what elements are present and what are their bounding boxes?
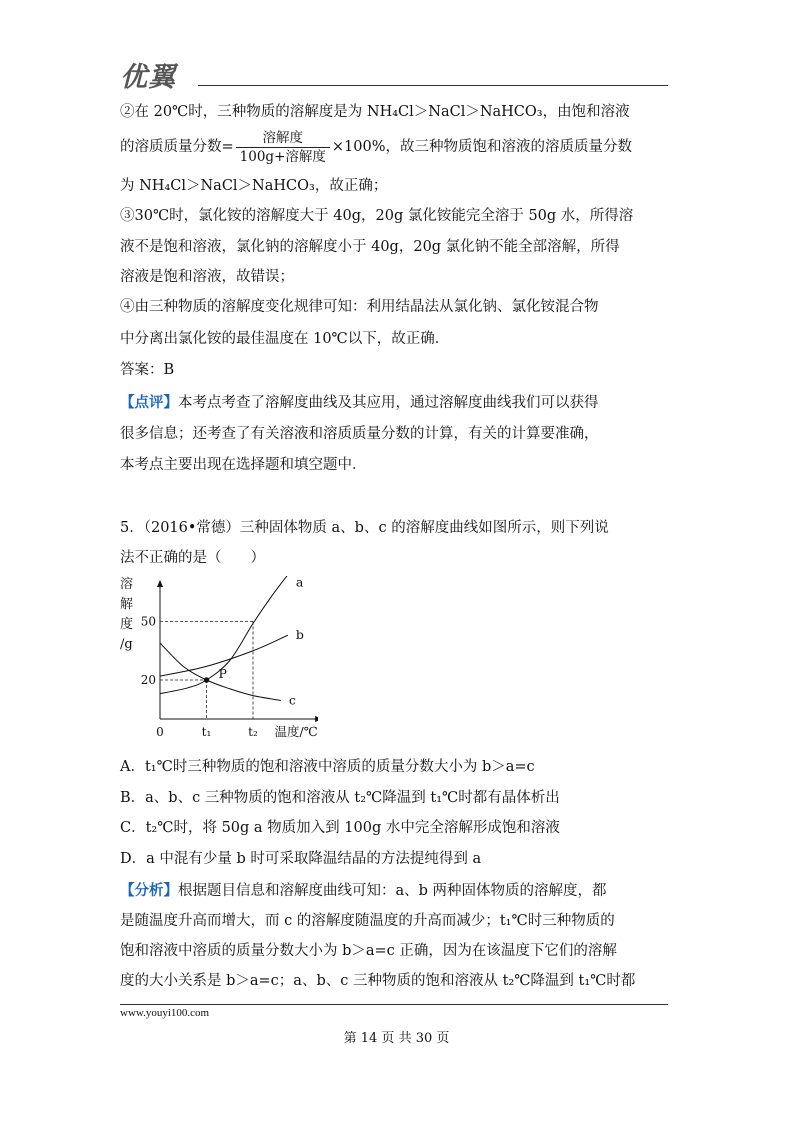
- y-axis-arrow: [157, 580, 163, 587]
- point-label: P: [218, 666, 227, 681]
- comment-text1: 本考点考查了溶解度曲线及其应用，通过溶解度曲线我们可以获得: [178, 395, 599, 411]
- series-label-c: c: [288, 692, 296, 708]
- youyi-logo: 优翼: [120, 62, 176, 93]
- formula-denominator: 100g+溶解度: [239, 148, 326, 165]
- comment-line1: [120, 393, 680, 413]
- analysis-line4: 度的大小关系是 b＞a=c；a、b、c 三种物质的饱和溶液从 t₂℃降温到 t₁℃时都: [120, 973, 636, 989]
- comment-line2: 很多信息；还考查了有关溶液和溶质质量分数的计算，有关的计算要准确，: [120, 426, 599, 442]
- y-axis-label: 溶: [120, 577, 134, 592]
- question5-line1: 5．（2016•常德）三种固体物质 a、b、c 的溶解度曲线如图所示，则下列说: [120, 520, 609, 536]
- analysis-line3: 饱和溶液中溶质的质量分数大小为 b＞a=c 正确，因为在该温度下它们的溶解: [120, 943, 617, 959]
- item4-line2: 中分离出氯化铵的最佳温度在 10℃以下，故正确．: [120, 331, 450, 347]
- comment-tag: 【点评】: [120, 394, 178, 411]
- x-tick-label: t₁: [201, 725, 212, 739]
- formula-numerator: 溶解度: [236, 129, 330, 148]
- item2-line1: ②在 20℃时，三种物质的溶解度是为 NH₄Cl＞NaCl＞NaHCO₃，由饱和溶液: [120, 104, 630, 120]
- item2-formula-line: [120, 127, 680, 167]
- item2-prefix: 的溶质质量分数=: [120, 139, 234, 155]
- x-axis-label: 温度/℃: [274, 724, 318, 739]
- analysis-tag: 【分析】: [120, 882, 178, 899]
- page-number: 第 14 页 共 30 页: [343, 1031, 450, 1046]
- comment-line3: 本考点主要出现在选择题和填空题中．: [120, 457, 367, 473]
- y-axis-label: /g: [120, 637, 133, 652]
- solubility-chart: [118, 576, 318, 746]
- y-tick-label: 20: [140, 673, 156, 687]
- series-label-b: b: [295, 627, 304, 643]
- option-d: D．a 中混有少量 b 时可采取降温结晶的方法提纯得到 a: [120, 851, 482, 867]
- mass-fraction-formula: [236, 129, 330, 166]
- item2-suffix: ×100%，故三种物质饱和溶液的溶质质量分数: [331, 139, 632, 155]
- origin-label: 0: [156, 725, 164, 739]
- header-rule: [198, 85, 668, 86]
- answer-line: 答案：B: [120, 362, 175, 378]
- analysis-text1: 根据题目信息和溶解度曲线可知：a、b 两种固体物质的溶解度，都: [178, 883, 607, 899]
- series-label-a: a: [295, 576, 304, 590]
- item3-line1: ③30℃时，氯化铵的溶解度大于 40g，20g 氯化铵能完全溶于 50g 水，所得溶: [120, 208, 634, 224]
- option-c: C．t₂℃时，将 50g a 物质加入到 100g 水中完全溶解形成饱和溶液: [120, 820, 560, 836]
- x-tick-label: t₂: [248, 725, 258, 739]
- item2-line3: 为 NH₄Cl＞NaCl＞NaHCO₃，故正确；: [120, 178, 388, 194]
- footer-rule: [120, 1004, 668, 1005]
- x-axis-arrow: [315, 716, 318, 722]
- analysis-line1: [120, 881, 680, 901]
- question5-line2: 法不正确的是（ ）: [120, 550, 265, 566]
- y-axis-label: 解: [120, 597, 134, 612]
- analysis-line2: 是随温度升高而增大，而 c 的溶解度随温度的升高而减少；t₁℃时三种物质的: [120, 913, 615, 929]
- footer-url: www.youyi100.com: [120, 1007, 210, 1019]
- item3-line2: 液不是饱和溶液，氯化钠的溶解度小于 40g，20g 氯化钠不能全部溶解，所得: [120, 239, 620, 255]
- item3-line3: 溶液是饱和溶液，故错误；: [120, 269, 294, 285]
- y-axis-label: 度: [120, 617, 134, 632]
- item4-line1: ④由三种物质的溶解度变化规律可知：利用结晶法从氯化钠、氯化铵混合物: [120, 299, 599, 315]
- option-a: A．t₁℃时三种物质的饱和溶液中溶质的质量分数大小为 b＞a=c: [120, 759, 535, 775]
- intersection-point: [204, 677, 210, 683]
- y-tick-label: 50: [140, 614, 156, 629]
- option-b: B．a、b、c 三种物质的饱和溶液从 t₂℃降温到 t₁℃时都有晶体析出: [120, 790, 560, 806]
